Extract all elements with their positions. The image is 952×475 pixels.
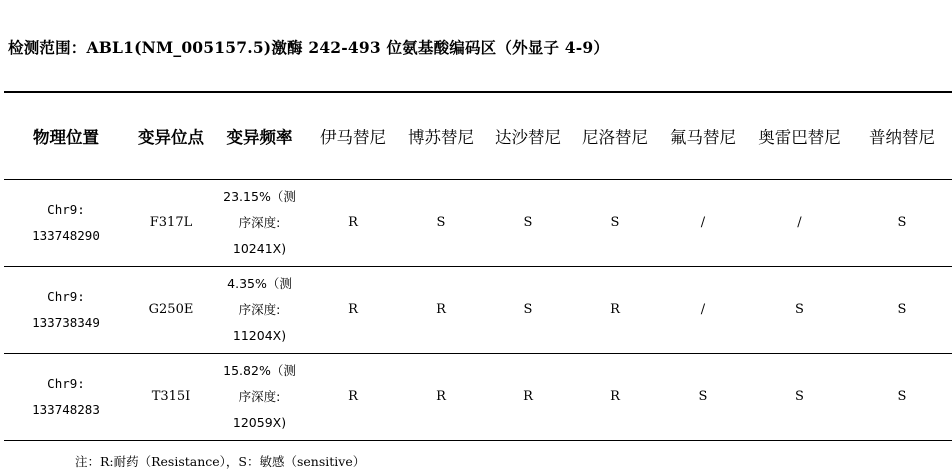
result-cell: R xyxy=(610,302,620,317)
column-header-olverembatinib: 奥雷巴替尼 xyxy=(758,128,841,147)
result-cell: S xyxy=(897,389,907,404)
report-title: 检测范围：ABL1(NM_005157.5)激酶 242-493 位氨基酸编码区（外显子 4-9） xyxy=(8,38,610,57)
result-cell: S xyxy=(436,215,446,230)
result-cell: S xyxy=(523,215,533,230)
column-header-dasatinib: 达沙替尼 xyxy=(495,128,561,147)
column-header-flumatinib: 氟马替尼 xyxy=(670,128,736,147)
result-cell: S xyxy=(610,215,620,230)
column-header-position: 物理位置 xyxy=(33,128,99,147)
result-cell: R xyxy=(610,389,620,404)
variant-cell: G250E xyxy=(148,302,194,317)
table-row xyxy=(0,353,952,440)
result-cell: S xyxy=(523,302,533,317)
column-header-variant: 变异位点 xyxy=(138,128,204,147)
frequency-cell: 15.82%（测 序深度: 12059X) xyxy=(223,362,296,430)
table-bottom-rule xyxy=(4,440,952,441)
result-cell: S xyxy=(698,389,708,404)
column-header-frequency: 变异频率 xyxy=(226,128,293,147)
legend-note: 注：R:耐药（Resistance），S：敏感（sensitive） xyxy=(75,454,366,469)
result-cell: / xyxy=(700,302,706,317)
result-cell: / xyxy=(797,215,802,230)
position-cell: Chr9: 133738349 xyxy=(32,288,100,330)
column-header-bosutinib: 博苏替尼 xyxy=(408,128,474,147)
result-cell: R xyxy=(348,389,358,404)
mutation-drug-table xyxy=(0,93,952,440)
result-cell: R xyxy=(523,389,533,404)
position-cell: Chr9: 133748290 xyxy=(32,201,100,243)
column-header-imatinib: 伊马替尼 xyxy=(320,128,386,147)
result-cell: S xyxy=(795,389,804,404)
frequency-cell: 23.15%（测 序深度: 10241X) xyxy=(223,188,296,256)
table-header-row xyxy=(0,93,952,179)
table-row xyxy=(0,266,952,353)
table-row xyxy=(0,179,952,266)
column-header-ponatinib: 普纳替尼 xyxy=(869,128,935,147)
result-cell: / xyxy=(700,215,706,230)
result-cell: R xyxy=(436,389,446,404)
column-header-nilotinib: 尼洛替尼 xyxy=(582,128,648,147)
result-cell: S xyxy=(897,215,907,230)
position-cell: Chr9: 133748283 xyxy=(32,375,100,417)
result-cell: S xyxy=(897,302,907,317)
result-cell: R xyxy=(436,302,446,317)
frequency-cell: 4.35%（测 序深度: 11204X) xyxy=(227,275,292,343)
variant-cell: F317L xyxy=(149,215,193,230)
variant-cell: T315I xyxy=(151,389,191,404)
result-cell: R xyxy=(348,215,358,230)
result-cell: R xyxy=(348,302,358,317)
result-cell: S xyxy=(795,302,804,317)
